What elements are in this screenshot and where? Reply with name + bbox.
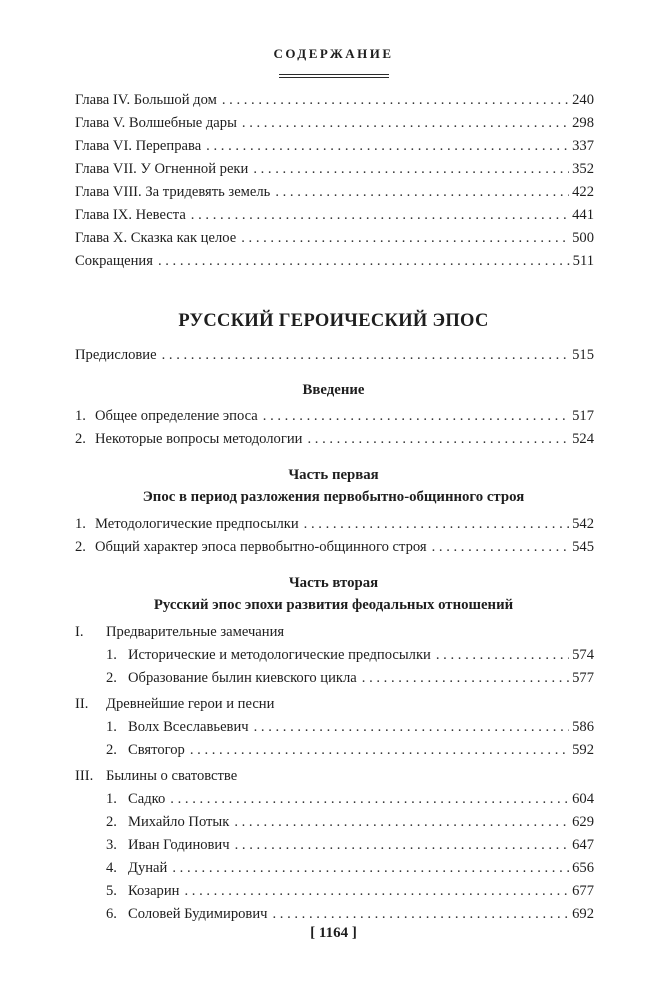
page-number: [ 1164 ] — [310, 925, 357, 941]
page-number-ref: 422 — [572, 184, 594, 200]
toc-entry-preface[interactable] — [75, 344, 594, 366]
dot-leader — [362, 667, 569, 689]
toc-entry[interactable] — [106, 857, 594, 879]
part1-subheading: Эпос в период разложения первобытно-общинного строя — [142, 489, 525, 505]
dot-leader — [191, 204, 569, 226]
entry-title: Глава VI. Переправа — [75, 138, 202, 154]
page-number-ref: 647 — [572, 837, 594, 853]
group-title: Древнейшие герои и песни — [106, 696, 275, 712]
entry-title-text: Образование былин киевского цикла — [128, 670, 357, 686]
toc-entry[interactable] — [75, 158, 594, 180]
dot-leader — [432, 536, 570, 558]
part2-heading: Часть вторая — [288, 575, 379, 591]
dot-leader — [253, 158, 569, 180]
entry-title — [106, 739, 185, 761]
page-number-ref: 586 — [572, 719, 594, 735]
entry-title-text: Общее определение эпоса — [95, 408, 258, 424]
toc-entry[interactable] — [106, 739, 594, 761]
entry-title — [106, 903, 267, 925]
page-number-ref: 545 — [572, 539, 594, 555]
page-number-ref: 517 — [572, 408, 594, 424]
group-roman: I. — [75, 624, 84, 640]
entry-number: 5. — [106, 883, 117, 899]
entry-number: 2. — [106, 670, 117, 686]
page-number-ref: 592 — [572, 742, 594, 758]
dot-leader — [436, 644, 569, 666]
entry-title: Глава VII. У Огненной реки — [75, 161, 249, 177]
toc-entry[interactable] — [106, 788, 594, 810]
toc-entry[interactable] — [75, 204, 594, 226]
page-number-ref: 574 — [572, 647, 594, 663]
dot-leader — [170, 788, 569, 810]
entry-title: Глава V. Волшебные дары — [75, 115, 237, 131]
dot-leader — [234, 811, 569, 833]
entry-title-text: Методологические предпосылки — [95, 516, 299, 532]
toc-entry[interactable] — [75, 428, 594, 450]
dot-leader — [222, 89, 569, 111]
entry-title-text: Соловей Будимирович — [128, 906, 268, 922]
entry-number: 1. — [106, 647, 117, 663]
toc-entry[interactable] — [75, 250, 594, 272]
entry-title: Предисловие — [75, 347, 157, 363]
dot-leader — [275, 181, 569, 203]
page-number-ref: 240 — [572, 92, 594, 108]
entry-title-text: Исторические и методологические предпосылки — [128, 647, 431, 663]
toc-entry[interactable] — [75, 181, 594, 203]
toc-entry[interactable] — [75, 112, 594, 134]
entry-number: 6. — [106, 906, 117, 922]
group-title: Предварительные замечания — [106, 624, 285, 640]
page-number-ref: 441 — [572, 207, 594, 223]
entry-number: 2. — [75, 431, 86, 447]
dot-leader — [235, 834, 570, 856]
entry-title: Глава X. Сказка как целое — [75, 230, 237, 246]
dot-leader — [272, 903, 569, 925]
dot-leader — [190, 739, 569, 761]
page-number-ref: 542 — [572, 516, 594, 532]
toc-entry[interactable] — [106, 667, 594, 689]
dot-leader — [184, 880, 569, 902]
entry-title-text: Козарин — [128, 883, 180, 899]
entry-title: Сокращения — [75, 253, 153, 269]
dot-leader — [254, 716, 570, 738]
entry-title-text: Дунай — [128, 860, 168, 876]
entry-number: 1. — [106, 791, 117, 807]
page-number-ref: 577 — [572, 670, 594, 686]
dot-leader — [158, 250, 570, 272]
toc-entry[interactable] — [106, 811, 594, 833]
dot-leader — [263, 405, 569, 427]
entry-title — [75, 405, 258, 427]
entry-title-text: Святогор — [128, 742, 185, 758]
toc-entry[interactable] — [75, 227, 594, 249]
page-number-ref: 337 — [572, 138, 594, 154]
page-number-ref: 511 — [572, 253, 594, 269]
group-roman: II. — [75, 696, 89, 712]
toc-entry[interactable] — [106, 644, 594, 666]
entry-title — [106, 811, 229, 833]
page-number-ref: 524 — [572, 431, 594, 447]
dot-leader — [304, 513, 569, 535]
entry-number: 1. — [106, 719, 117, 735]
page-number-ref: 515 — [572, 347, 594, 363]
page-number-ref: 629 — [572, 814, 594, 830]
entry-number: 1. — [75, 516, 86, 532]
entry-title: Глава VIII. За тридевять земель — [75, 184, 271, 200]
part2-subheading: Русский эпос эпохи развития феодальных отношений — [153, 597, 514, 613]
entry-title — [106, 667, 357, 689]
section-title: РУССКИЙ ГЕРОИЧЕСКИЙ ЭПОС — [178, 311, 489, 331]
page-header-title: СОДЕРЖАНИЕ — [273, 46, 394, 61]
entry-number: 3. — [106, 837, 117, 853]
dot-leader — [241, 227, 569, 249]
dot-leader — [162, 344, 570, 366]
entry-number: 4. — [106, 860, 117, 876]
entry-title — [75, 536, 427, 558]
toc-entry[interactable] — [106, 880, 594, 902]
entry-title-text: Садко — [128, 791, 166, 807]
group-roman: III. — [75, 768, 94, 784]
page-number-ref: 500 — [572, 230, 594, 246]
entry-title — [75, 428, 302, 450]
entry-title — [75, 513, 299, 535]
entry-title — [106, 834, 230, 856]
entry-title — [106, 644, 431, 666]
page-number-ref: 352 — [572, 161, 594, 177]
page-number-ref: 677 — [572, 883, 594, 899]
entry-title-text: Волх Всеславьевич — [128, 719, 249, 735]
toc-entry[interactable] — [75, 135, 594, 157]
entry-number: 2. — [106, 742, 117, 758]
toc-entry[interactable] — [75, 89, 594, 111]
page-number-ref: 656 — [572, 860, 594, 876]
toc-entry[interactable] — [106, 903, 594, 925]
dot-leader — [172, 857, 569, 879]
entry-title — [106, 788, 165, 810]
page-number-ref: 298 — [572, 115, 594, 131]
part1-heading: Часть первая — [288, 467, 379, 483]
entry-number: 2. — [75, 539, 86, 555]
toc-entry[interactable] — [75, 536, 594, 558]
entry-number: 2. — [106, 814, 117, 830]
entry-title-text: Михайло Потык — [128, 814, 230, 830]
intro-heading: Введение — [302, 382, 365, 398]
toc-entry[interactable] — [75, 513, 594, 535]
entry-title — [106, 716, 249, 738]
entry-number: 1. — [75, 408, 86, 424]
entry-title — [106, 880, 179, 902]
dot-leader — [307, 428, 569, 450]
entry-title: Глава IX. Невеста — [75, 207, 186, 223]
dot-leader — [206, 135, 569, 157]
entry-title-text: Некоторые вопросы методологии — [95, 431, 303, 447]
entry-title-text: Иван Годинович — [128, 837, 230, 853]
group-title: Былины о сватовстве — [106, 768, 238, 784]
entry-title: Глава IV. Большой дом — [75, 92, 217, 108]
page-number-ref: 604 — [572, 791, 594, 807]
dot-leader — [242, 112, 569, 134]
entry-title-text: Общий характер эпоса первобытно-общинного строя — [95, 539, 427, 555]
header-double-rule — [279, 74, 389, 78]
toc-entry[interactable] — [106, 834, 594, 856]
toc-entry[interactable] — [106, 716, 594, 738]
page-number-ref: 692 — [572, 906, 594, 922]
toc-entry[interactable] — [75, 405, 594, 427]
entry-title — [106, 857, 167, 879]
